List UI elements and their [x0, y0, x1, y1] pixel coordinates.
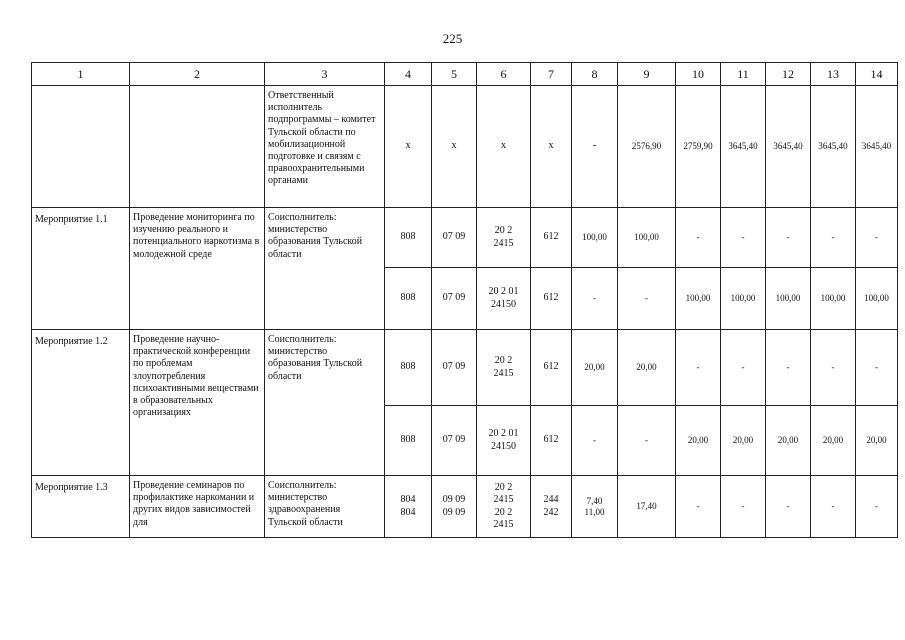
value-cell: 20,00 — [811, 406, 856, 476]
value-cell: 3645,40 — [721, 86, 766, 208]
value-cell: 20 2 2415 — [477, 330, 531, 406]
measure-description-cell — [130, 86, 265, 208]
column-header-2: 2 — [130, 63, 265, 86]
column-header-3: 3 — [265, 63, 385, 86]
value-cell: - — [676, 476, 721, 538]
budget-table — [31, 62, 898, 538]
value-cell: 20,00 — [572, 330, 618, 406]
value-cell: 20 2 2415 20 2 2415 — [477, 476, 531, 538]
value-cell: 20,00 — [766, 406, 811, 476]
value-cell: 07 09 — [432, 330, 477, 406]
value-cell: 100,00 — [811, 268, 856, 330]
value-cell: 100,00 — [572, 208, 618, 268]
value-cell: - — [721, 476, 766, 538]
value-cell: 100,00 — [721, 268, 766, 330]
value-cell: - — [766, 208, 811, 268]
value-cell: 3645,40 — [766, 86, 811, 208]
value-cell: - — [766, 330, 811, 406]
value-cell: 07 09 — [432, 406, 477, 476]
value-cell: - — [572, 86, 618, 208]
value-cell: - — [721, 208, 766, 268]
value-cell: 20,00 — [676, 406, 721, 476]
column-header-7: 7 — [531, 63, 572, 86]
column-header-10: 10 — [676, 63, 721, 86]
value-cell: - — [811, 476, 856, 538]
measure-name-cell: Мероприятие 1.2 — [32, 330, 130, 476]
value-cell: 20 2 01 24150 — [477, 268, 531, 330]
value-cell: 612 — [531, 268, 572, 330]
value-cell: 2759,90 — [676, 86, 721, 208]
column-header-14: 14 — [856, 63, 898, 86]
value-cell: - — [766, 476, 811, 538]
value-cell: х — [432, 86, 477, 208]
value-cell: - — [811, 330, 856, 406]
co-executor-cell: Соисполнитель: министерство образования Тульской области — [265, 208, 385, 330]
value-cell: 07 09 — [432, 268, 477, 330]
value-cell: 20 2 01 24150 — [477, 406, 531, 476]
measure-description-cell: Проведение научно-практической конференции по проблемам злоупотребления психоактивными веществами в образовательных организациях — [130, 330, 265, 476]
value-cell: х — [477, 86, 531, 208]
responsible-executor-cell: Ответственный исполнитель подпрограммы – комитет Тульской области по мобилизационной подготовке и связям с правоохранительными органами — [265, 86, 385, 208]
value-cell: 808 — [385, 330, 432, 406]
value-cell: - — [856, 208, 898, 268]
co-executor-cell: Соисполнитель: министерство образования Тульской области — [265, 330, 385, 476]
value-cell: х — [531, 86, 572, 208]
value-cell: 100,00 — [766, 268, 811, 330]
value-cell: 3645,40 — [811, 86, 856, 208]
value-cell: 20,00 — [856, 406, 898, 476]
table-row — [32, 330, 898, 406]
column-header-1: 1 — [32, 63, 130, 86]
value-cell: - — [676, 208, 721, 268]
column-header-4: 4 — [385, 63, 432, 86]
value-cell: - — [811, 208, 856, 268]
value-cell: 20 2 2415 — [477, 208, 531, 268]
value-cell: 17,40 — [618, 476, 676, 538]
table-row — [32, 86, 898, 208]
measure-name-cell: Мероприятие 1.1 — [32, 208, 130, 330]
column-header-5: 5 — [432, 63, 477, 86]
value-cell: - — [618, 268, 676, 330]
value-cell: 2576,90 — [618, 86, 676, 208]
value-cell: 808 — [385, 268, 432, 330]
value-cell: - — [676, 330, 721, 406]
value-cell: - — [856, 476, 898, 538]
value-cell: - — [721, 330, 766, 406]
value-cell: 244 242 — [531, 476, 572, 538]
value-cell: 808 — [385, 406, 432, 476]
value-cell: 808 — [385, 208, 432, 268]
value-cell: 3645,40 — [856, 86, 898, 208]
value-cell: 804 804 — [385, 476, 432, 538]
column-header-12: 12 — [766, 63, 811, 86]
value-cell: 7,40 11,00 — [572, 476, 618, 538]
column-header-11: 11 — [721, 63, 766, 86]
value-cell: 612 — [531, 330, 572, 406]
value-cell: 100,00 — [676, 268, 721, 330]
table-row — [32, 208, 898, 268]
value-cell: - — [856, 330, 898, 406]
measure-name-cell — [32, 86, 130, 208]
column-header-9: 9 — [618, 63, 676, 86]
value-cell: 612 — [531, 208, 572, 268]
measure-description-cell: Проведение семинаров по профилактике наркомании и других видов зависимостей для — [130, 476, 265, 538]
column-header-6: 6 — [477, 63, 531, 86]
value-cell: - — [572, 406, 618, 476]
value-cell: - — [618, 406, 676, 476]
value-cell: 09 09 09 09 — [432, 476, 477, 538]
value-cell: 100,00 — [618, 208, 676, 268]
header-row — [32, 63, 898, 86]
value-cell: 612 — [531, 406, 572, 476]
co-executor-cell: Соисполнитель: министерство здравоохранения Тульской области — [265, 476, 385, 538]
table-row — [32, 476, 898, 538]
value-cell: х — [385, 86, 432, 208]
page-number: 225 — [442, 31, 463, 46]
value-cell: 20,00 — [721, 406, 766, 476]
column-header-13: 13 — [811, 63, 856, 86]
value-cell: 20,00 — [618, 330, 676, 406]
measure-description-cell: Проведение мониторинга по изучению реального и потенциального наркотизма в молодежной среде — [130, 208, 265, 330]
value-cell: 07 09 — [432, 208, 477, 268]
measure-name-cell: Мероприятие 1.3 — [32, 476, 130, 538]
column-header-8: 8 — [572, 63, 618, 86]
value-cell: 100,00 — [856, 268, 898, 330]
value-cell: - — [572, 268, 618, 330]
